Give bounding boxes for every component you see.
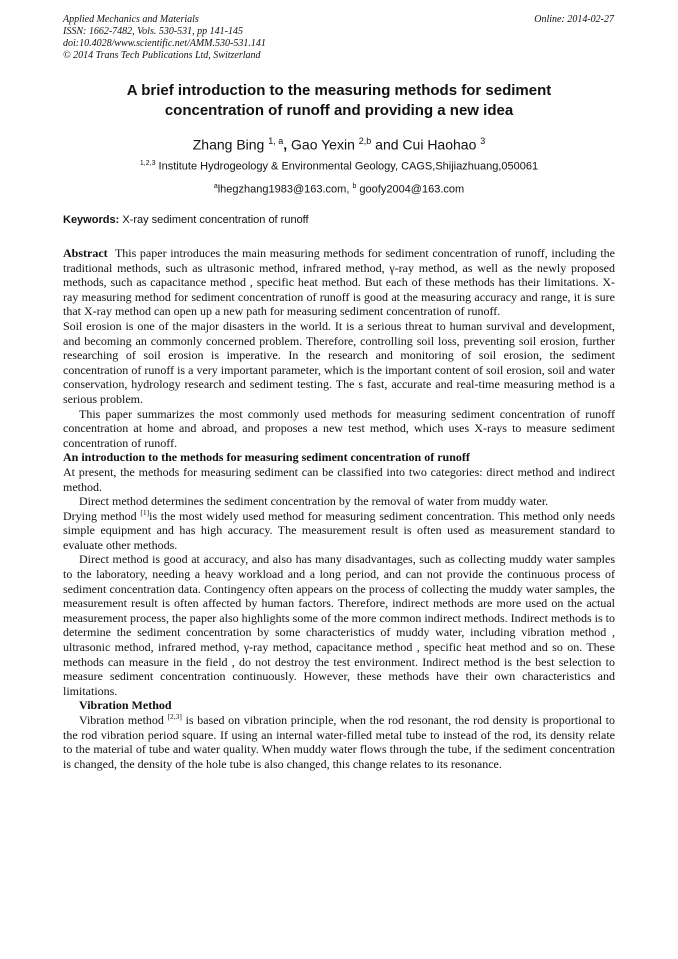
citation-1: [1] [140,507,150,517]
section-heading: An introduction to the methods for measuring sediment concentration of runoff [63,450,470,465]
journal-name: Applied Mechanics and Materials [63,14,199,25]
title-line-1: A brief introduction to the measuring methods for sediment [126,82,552,99]
abstract-text: This paper introduces the main measuring methods for sediment concentration of runoff, including the traditional methods, such as ultrasonic method, infrared method, γ-ray method, as well as the newly proposed methods, such as capacitance method , specific heat method. But each of these methods has their limitations. X-ray measuring method for sediment concentration of runoff is good at the measuring accuracy and range, it is sure that X-ray method can open up a new path for measuring sediment concentration of runoff. [63,246,615,319]
author-1-sup: 1, a [268,136,284,146]
keywords-text: X-ray sediment concentration of runoff [122,214,309,226]
vibration-paragraph [63,713,615,771]
online-date: Online: 2014-02-27 [534,14,614,25]
affiliation-sup: 1,2,3 [139,160,156,167]
citation-2-3: [2,3] [167,712,182,721]
author-2-sup: 2,b [358,136,372,146]
intro-paragraph-1: Soil erosion is one of the major disasters in the world. It is a serious threat to human survival and development, and becoming an commonly concerned problem. Therefore, controlling soil loss, preventing soil erosion, further researching of soil erosion is imperative. In the research and monitoring of soil erosion, the sediment concentration of runoff is a very important parameter, which is the important content of soil erosion, soil and water conservation, hydrology research and sediment testing. The s fast, accurate and real-time measuring method is a serious problem. [63,318,615,406]
journal-doi: doi:10.4028/www.scientific.net/AMM.530-531.141 [63,38,266,49]
author-3-sup: 3 [480,136,486,146]
keywords [63,213,615,227]
journal-copyright: © 2014 Trans Tech Publications Ltd, Switzerland [63,50,261,61]
drying-method-text: is the most widely used method for measuring sediment concentration. This method only needs simple equipment and has high accuracy. The measurement result is often used as measurement standard to evaluate other methods. [63,508,615,552]
email-b-sup: b [352,183,357,190]
drying-method-term: Drying method [63,508,137,523]
author-list: Zhang Bing $^{1, a}$, Gao Yexin $^{2,b}$ and Cui Haohao $^3$ [192,136,486,153]
methods-paragraph-1: At present, the methods for measuring sediment can be classified into two categories: direct method and indirect method. [63,464,615,494]
author-1-name: Zhang Bing [192,136,265,153]
paper-title [63,81,615,121]
author-3-name: Cui Haohao [402,136,477,153]
title-line-2: concentration of runoff and providing a new idea [164,102,514,119]
intro-paragraph-2: This paper summarizes the most commonly used methods for measuring sediment concentration of runoff concentration at home and abroad, and proposes a new test method, which uses X-rays to measure sediment concentration of runoff. [63,406,615,450]
paper-body [63,246,615,771]
subsection-heading: Vibration Method [79,698,172,713]
author-2-name: Gao Yexin [291,136,355,153]
author-conjunction: and [375,136,399,153]
methods-paragraph-3 [63,509,615,553]
journal-issn: ISSN: 1662-7482, Vols. 530-531, pp 141-145 [63,26,243,37]
vibration-method-term: Vibration method [79,713,164,727]
vibration-method-text: is based on vibration principle, when the rod resonant, the rod density is proportional to the rod vibration period square. If using an internal water-filled metal tube to instead of the rod, its density relate to the material of tube and water quality. When muddy water flows through the tube, if the sediment concentration is changed, the density of the hole tube is also changed, this change relates to its resonance. [63,713,616,771]
affiliation-text: Institute Hydrogeology & Environmental Geology, CAGS,Shijiazhuang,050061 [158,160,539,173]
methods-paragraph-2: Direct method determines the sediment concentration by the removal of water from muddy water. [79,494,549,509]
author-emails [63,180,615,197]
email-a-sup: a [213,183,218,190]
methods-paragraph-4: Direct method is good at accuracy, and also has many disadvantages, such as collecting muddy water samples to the laboratory, needing a heavy workload and a long period, and can not provide the continuous process of sediment concentration data. Contingency often appears on the process of collecting the muddy water samples, the measurement result is often affected by human factors. Therefore, indirect methods are more used on the actual measurement process, the paper also highlights some of the more common indirect methods. Indirect methods is to determine the sediment concentration by some characteristics of muddy water, including vibration method , ultrasonic method, infrared method, γ-ray method, capacitance method , specific heat method and so on. These methods can measure in the field , do not destroy the test environment. Indirect method is the best selection to measure sediment concentration continuously. However, these methods have their own characteristics and limitations. [63,552,615,698]
abstract-label: Abstract [63,246,108,260]
abstract-paragraph [63,246,615,319]
email-a: lhegzhang1983@163.com, [217,183,350,196]
affiliation [63,157,615,174]
keywords-label: Keywords: [63,214,120,226]
journal-header [63,14,266,62]
email-b: goofy2004@163.com [359,183,465,196]
